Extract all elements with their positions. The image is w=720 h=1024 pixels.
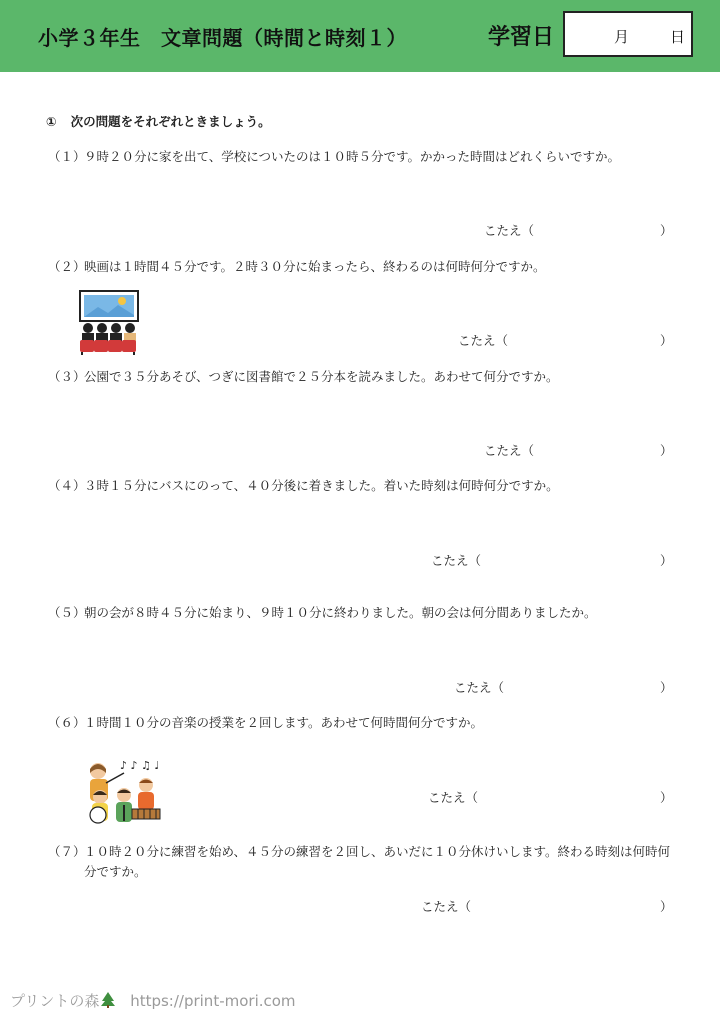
question-number: （７） bbox=[48, 844, 86, 859]
question-2 bbox=[48, 257, 678, 277]
question-number: （１） bbox=[48, 149, 86, 164]
question-5 bbox=[48, 603, 678, 623]
month-label: 月 bbox=[614, 28, 630, 46]
question-text: 朝の会が８時４５分に始まり、９時１０分に終わりました。朝の会は何分間ありましたか。 bbox=[84, 605, 597, 620]
question-7 bbox=[48, 842, 678, 882]
answer-5[interactable] bbox=[454, 678, 673, 696]
site-name: プリントの森 bbox=[10, 992, 100, 1010]
question-text: １０時２０分に練習を始め、４５分の練習を２回し、あいだに１０分休けいします。終わる時刻は何時何分ですか。 bbox=[84, 844, 671, 879]
answer-close: ） bbox=[660, 899, 673, 914]
answer-close: ） bbox=[660, 333, 673, 348]
answer-2[interactable] bbox=[458, 331, 673, 349]
movie-theater-illustration bbox=[78, 290, 142, 356]
question-text: ３時１５分にバスにのって、４０分後に着きました。着いた時刻は何時何分ですか。 bbox=[84, 478, 559, 493]
header-bar bbox=[0, 0, 720, 72]
day-label: 日 bbox=[670, 28, 686, 46]
music-note-icon: ♪ ♪ ♫ ♩ bbox=[120, 759, 160, 772]
answer-close: ） bbox=[660, 680, 673, 695]
question-number: （４） bbox=[48, 478, 86, 493]
question-4 bbox=[48, 476, 678, 496]
instruction-number: ① bbox=[46, 114, 57, 129]
answer-label: こたえ（ bbox=[428, 790, 479, 805]
question-number: （２） bbox=[48, 259, 86, 274]
page-title: 小学３年生 文章問題（時間と時刻１） bbox=[38, 26, 407, 50]
question-text: １時間１０分の音楽の授業を２回します。あわせて何時間何分ですか。 bbox=[84, 715, 484, 730]
instruction-text: 次の問題をそれぞれときましょう。 bbox=[70, 114, 271, 129]
music-class-illustration bbox=[82, 757, 162, 829]
site-url[interactable]: https://print-mori.com bbox=[130, 992, 296, 1010]
question-number: （６） bbox=[48, 715, 86, 730]
answer-close: ） bbox=[660, 223, 673, 238]
answer-6[interactable] bbox=[428, 788, 673, 806]
question-text: ９時２０分に家を出て、学校についたのは１０時５分です。かかった時間はどれくらいですか。 bbox=[84, 149, 621, 164]
footer bbox=[10, 990, 296, 1011]
answer-close: ） bbox=[660, 790, 673, 805]
answer-3[interactable] bbox=[484, 441, 673, 459]
study-date-label: 学習日 bbox=[488, 25, 555, 50]
answer-7[interactable] bbox=[421, 897, 673, 915]
answer-label: こたえ（ bbox=[421, 899, 472, 914]
instruction bbox=[46, 112, 271, 130]
question-text: 公園で３５分あそび、つぎに図書館で２５分本を読みました。あわせて何分ですか。 bbox=[84, 369, 559, 384]
question-text: 映画は１時間４５分です。２時３０分に始まったら、終わるのは何時何分ですか。 bbox=[84, 259, 546, 274]
answer-close: ） bbox=[660, 553, 673, 568]
answer-4[interactable] bbox=[431, 551, 673, 569]
answer-close: ） bbox=[660, 443, 673, 458]
question-1 bbox=[48, 147, 678, 167]
study-date-box[interactable] bbox=[563, 11, 693, 57]
answer-label: こたえ（ bbox=[484, 223, 535, 238]
answer-label: こたえ（ bbox=[454, 680, 505, 695]
question-6 bbox=[48, 713, 678, 733]
answer-label: こたえ（ bbox=[431, 553, 482, 568]
answer-1[interactable] bbox=[484, 221, 673, 239]
question-number: （５） bbox=[48, 605, 86, 620]
tree-icon bbox=[101, 992, 115, 1008]
question-number: （３） bbox=[48, 369, 86, 384]
answer-label: こたえ（ bbox=[484, 443, 535, 458]
question-3 bbox=[48, 367, 678, 387]
answer-label: こたえ（ bbox=[458, 333, 509, 348]
